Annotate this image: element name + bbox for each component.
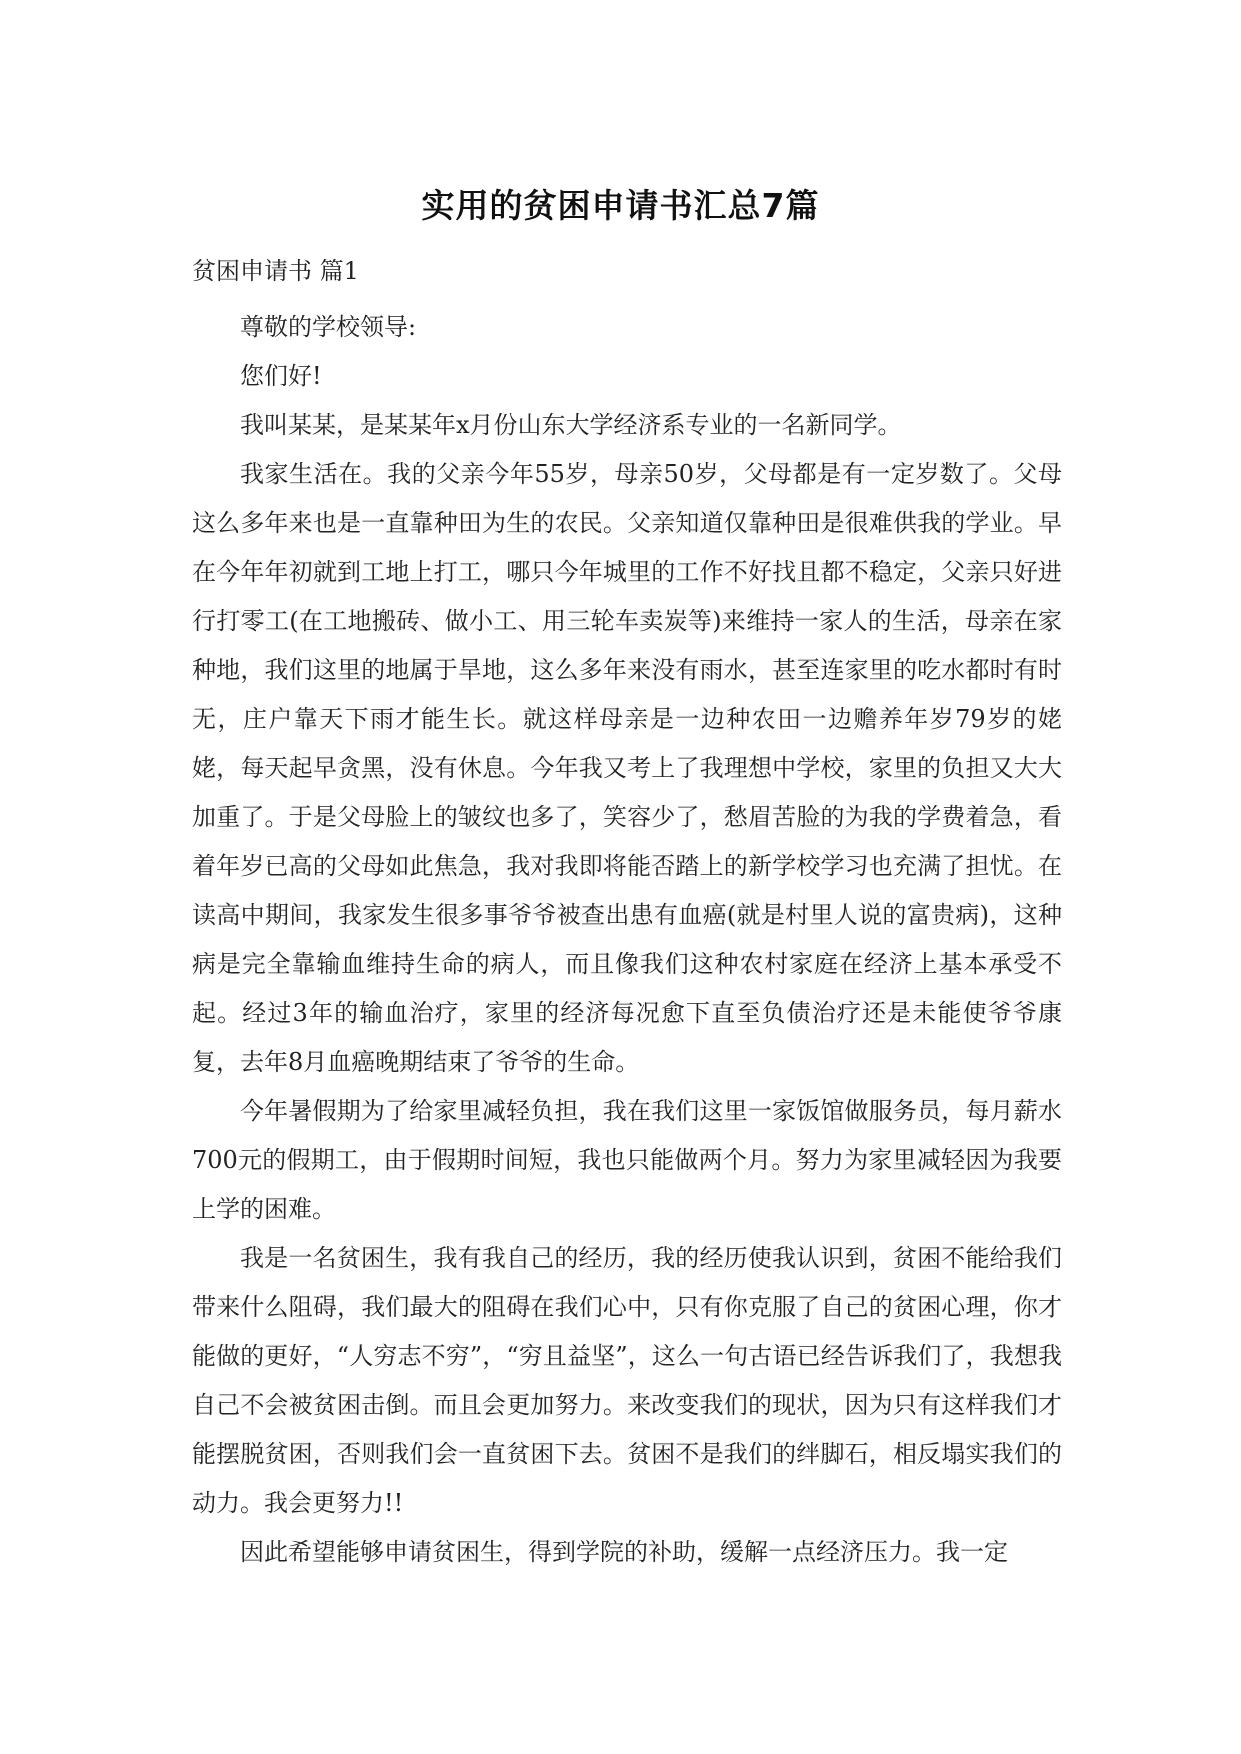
letter-body [192,303,1062,1577]
salutation: 尊敬的学校领导: [240,313,417,341]
body-paragraph: 我家生活在。我的父亲今年55岁，母亲50岁，父母都是有一定岁数了。父母这么多年来也是一直靠种田为生的农民。父亲知道仅靠种田是很难供我的学业。早在今年年初就到工地上打工，哪只今年城里的工作不好找且都不稳定，父亲只好进行打零工(在工地搬砖、做小工、用三轮车卖炭等)来维持一家人的生活，母亲在家种地，我们这里的地属于旱地，这么多年来没有雨水，甚至连家里的吃水都时有时无，庄户靠天下雨才能生长。就这样母亲是一边种农田一边赡养年岁79岁的姥姥，每天起早贪黑，没有休息。今年我又考上了我理想中学校，家里的负担又大大加重了。于是父母脸上的皱纹也多了，笑容少了，愁眉苦脸的为我的学费着急，看着年岁已高的父母如此焦急，我对我即将能否踏上的新学校学习也充满了担忧。在读高中期间，我家发生很多事爷爷被查出患有血癌(就是村里人说的富贵病)，这种病是完全靠输血维持生命的病人，而且像我们这种农村家庭在经济上基本承受不起。经过3年的输血治疗，家里的经济每况愈下直至负债治疗还是未能使爷爷康复，去年8月血癌晚期结束了爷爷的生命。 [192,460,1062,1076]
body-paragraph: 因此希望能够申请贫困生，得到学院的补助，缓解一点经济压力。我一定 [240,1538,1008,1566]
body-paragraph: 我是一名贫困生，我有我自己的经历，我的经历使我认识到，贫困不能给我们带来什么阻碍，我们最大的阻碍在我们心中，只有你克服了自己的贫困心理，你才能做的更好，“人穷志不穷”，“穷且益坚”，这么一句古语已经告诉我们了，我想我自己不会被贫困击倒。而且会更加努力。来改变我们的现状，因为只有这样我们才能摆脱贫困，否则我们会一直贫困下去。贫困不是我们的绊脚石，相反塌实我们的动力。我会更努力!! [192,1244,1062,1517]
document-title: 实用的贫困申请书汇总7篇 [421,186,820,225]
section-heading: 贫困申请书 篇1 [192,257,359,285]
body-paragraph: 我叫某某，是某某年x月份山东大学经济系专业的一名新同学。 [240,411,902,439]
body-paragraph: 今年暑假期为了给家里减轻负担，我在我们这里一家饭馆做服务员，每月薪水700元的假期工，由于假期时间短，我也只能做两个月。努力为家里减轻因为我要上学的困难。 [192,1097,1062,1223]
greeting: 您们好! [240,362,322,390]
